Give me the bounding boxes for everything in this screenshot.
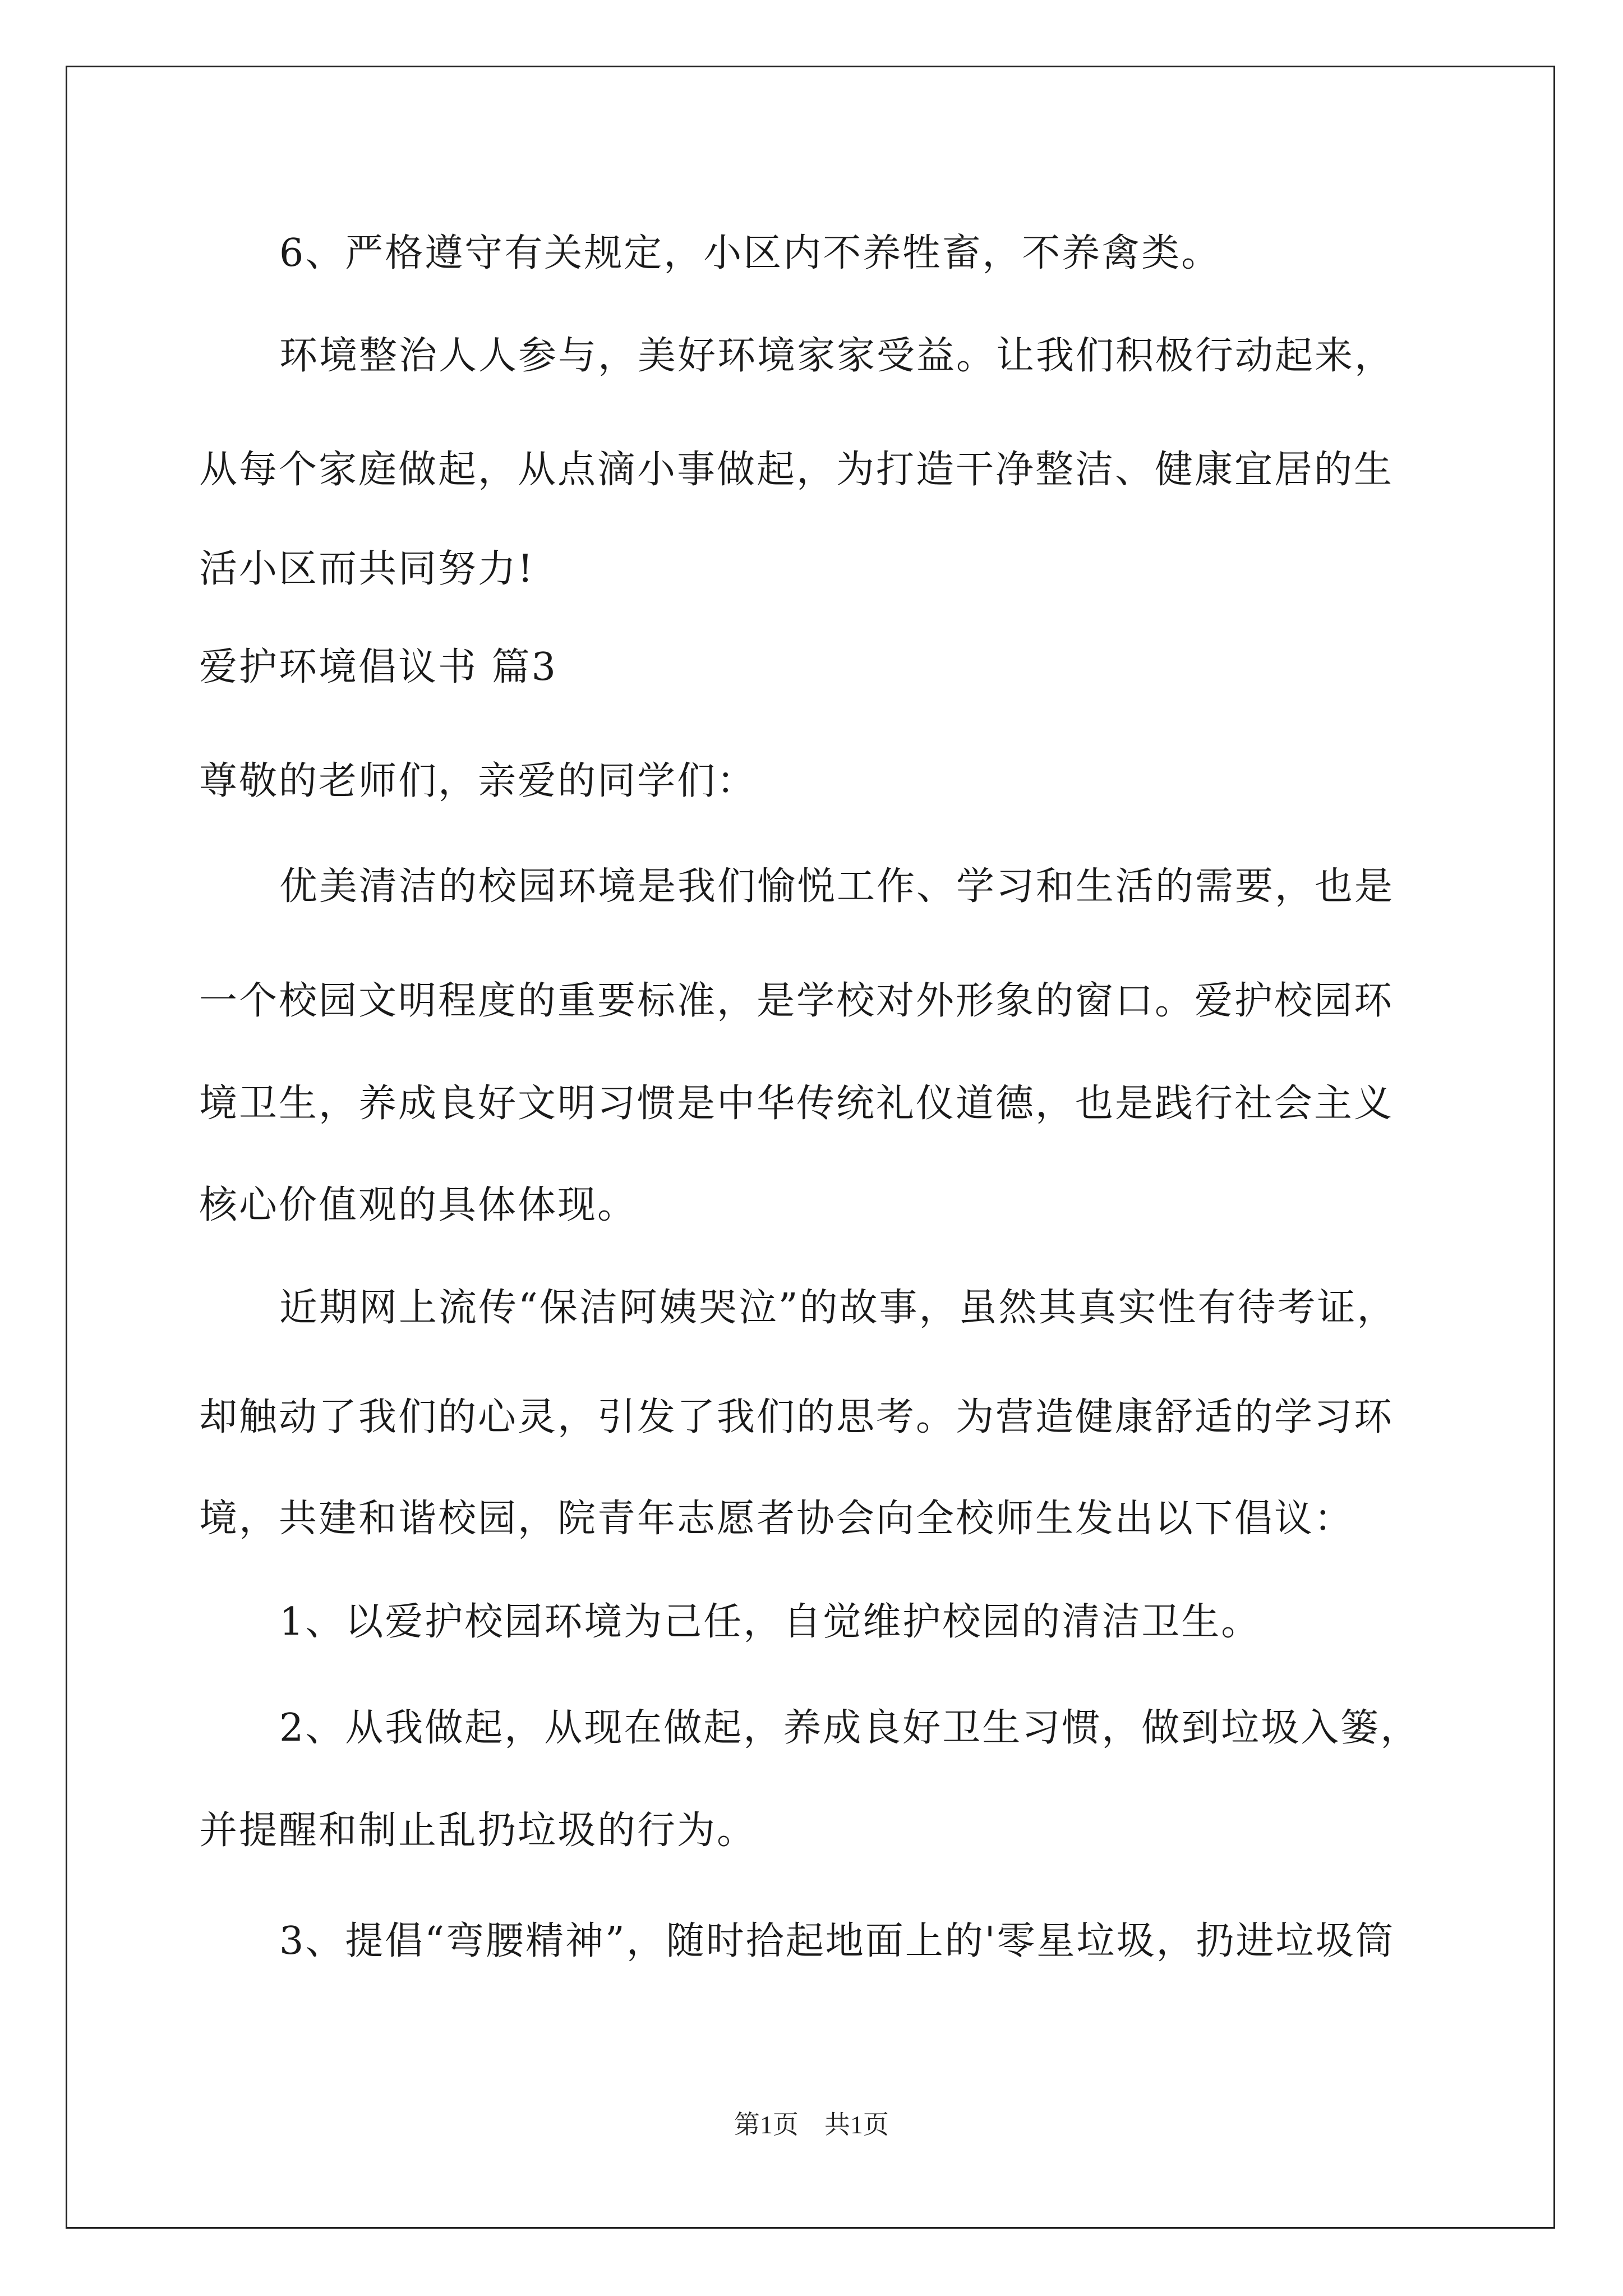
salutation: 尊敬的老师们，亲爱的同学们： [199, 759, 757, 803]
text-line: 境卫生，养成良好文明习惯是中华传统礼仪道德，也是践行社会主义 [199, 1082, 1394, 1126]
text-line: 3、提倡“弯腰精神”，随时拾起地面上的'零星垃圾，扔进垃圾筒 [279, 1919, 1395, 1963]
page-number-footer: 第1页 共1页 [734, 2110, 889, 2139]
text-line: 活小区而共同努力! [199, 547, 535, 591]
text-line: 近期网上流传“保洁阿姨哭泣”的故事，虽然其真实性有待考证， [279, 1286, 1397, 1330]
text-line: 一个校园文明程度的重要标准，是学校对外形象的窗口。爱护校园环 [199, 979, 1394, 1023]
text-line: 优美清洁的校园环境是我们愉悦工作、学习和生活的需要，也是 [279, 864, 1395, 909]
text-line: 境，共建和谐校园，院青年志愿者协会向全校师生发出以下倡议： [199, 1497, 1354, 1541]
text-line: 核心价值观的具体体现。 [199, 1183, 638, 1227]
page-border [66, 66, 1555, 2229]
text-line: 1、以爱护校园环境为己任，自觉维护校园的清洁卫生。 [279, 1600, 1261, 1644]
text-line: 却触动了我们的心灵，引发了我们的思考。为营造健康舒适的学习环 [199, 1395, 1394, 1439]
text-line: 并提醒和制止乱扔垃圾的行为。 [199, 1809, 757, 1853]
text-line: 6、严格遵守有关规定，小区内不养牲畜，不养禽类。 [279, 231, 1221, 275]
text-line: 2、从我做起，从现在做起，养成良好卫生习惯，做到垃圾入篓， [279, 1706, 1421, 1750]
section-heading: 爱护环境倡议书 篇3 [199, 645, 557, 689]
text-line: 从每个家庭做起，从点滴小事做起，为打造干净整洁、健康宜居的生 [199, 448, 1394, 492]
text-line: 环境整治人人参与，美好环境家家受益。让我们积极行动起来， [279, 334, 1395, 378]
